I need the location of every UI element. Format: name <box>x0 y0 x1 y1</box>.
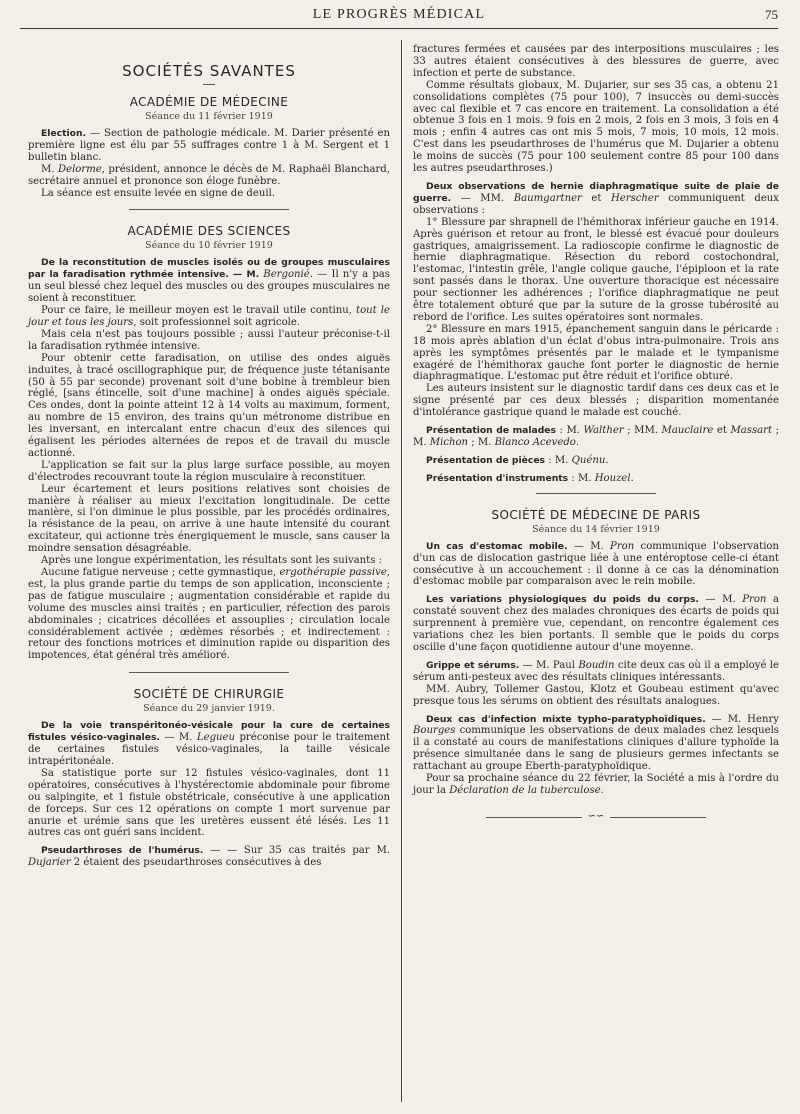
paragraph: Pour sa prochaine séance du 22 février, la Société a mis à l'ordre du jour la Déclaration de la tuberculose. <box>413 773 779 796</box>
paragraph: fractures fermées et causées par des interpositions musculaires ; les 33 autres étaient consécutives à des blessures de guerre, avec infection et perte de substance. <box>413 44 779 79</box>
session-date: Séance du 14 février 1919 <box>532 523 660 535</box>
society-heading: ACADÉMIE DE MÉDECINE <box>129 95 289 109</box>
session-date: Séance du 10 février 1919 <box>145 240 273 252</box>
column-divider <box>401 40 402 1102</box>
end-flourish <box>486 811 706 823</box>
paragraph: Deux observations de hernie diaphragmatique suite de plaie de guerre. — MM. Baumgartner et Herscher communiquent deux observations : <box>413 180 780 216</box>
society-heading: SOCIÉTÉ DE CHIRURGIE <box>133 687 285 702</box>
society-heading: ACADÉMIE DES SCIENCES <box>127 224 291 239</box>
paragraph: Les variations physiologiques du poids du corps. — M. Pron a constaté souvent chez des malades chroniques des écarts de poids qui surprennent à première vue, cependant, on rencontre également ces variations chez les bien portants. Il semble que le poids du corps oscille d'une façon quotidienne autour d'une moyenne. <box>413 594 779 653</box>
paragraph: De la voie transpéritonéo-vésicale pour la cure de certaines fistules vésico-vaginales. — M. Legueu préconise pour le traitement de certaines fistules vésico-vaginales, la taille vésicale intrapéritonéale. <box>28 720 390 767</box>
paragraph: La séance est ensuite levée en signe de deuil. <box>41 187 276 199</box>
paragraph: Les auteurs insistent sur le diagnostic tardif dans ces deux cas et le signe présenté par ces deux blessés ; disparition momentanée d'intolérance gastrique quand le malade est couché. <box>413 383 779 419</box>
paragraph: Pseudarthroses de l'humérus. — — Sur 35 cas traités par M. Dujarier 2 étaient des pseudarthroses consécutives à des <box>28 845 390 869</box>
divider <box>536 493 656 494</box>
paragraph: De la reconstitution de muscles isolés ou de groupes musculaires par la faradisation rythmée intensive. — M. Bergonié. — Il n'y a pas un seul blessé chez lequel des muscles ou des groupes musculaires ne soient à reconstituer. <box>28 257 390 305</box>
flourish-ornament-icon: ∽∽ <box>582 811 610 823</box>
session-date: Séance du 11 février 1919 <box>145 111 273 122</box>
divider <box>203 84 215 85</box>
paragraph: MM. Aubry, Tollemer Gastou, Klotz et Goubeau estiment qu'avec presque tous les sérums on obtient des résultats analogues. <box>413 683 779 707</box>
paragraph: Deux cas d'infection mixte typho-paratyphoïdiques. — M. Henry Bourges communique les observations de deux malades chez lesquels il a constaté au cours de manifestations cliniques d'allure typhoïde la présence simultanée dans le sang de plusieurs germes infectants se rattachant au groupe Eberth-paratyphoïdique. <box>413 713 779 773</box>
paragraph: M. Delorme, président, annonce le décès de M. Raphaël Blanchard, secrétaire annuel et prononce son éloge funèbre. <box>28 163 390 187</box>
paragraph: Pour obtenir cette faradisation, on utilise des ondes aiguës induites, à tracé oscillographique pur, de fréquence juste tétanisante (50 à 55 par seconde) provenant soit d'une bobine à trembleur bien réglé, [sans étincelle, soit d'une machine] à ondes aiguës spéciale. Ces ondes, dont la pointe atteint 12 à 14 volts au maximum, forment, au nombre de 15 environ, des trains qu'un métronome distribue en les inversant, en intercalant entre chacun d'eux des silences qui égalisent les périodes alternées de repos et de travail du muscle actionné. <box>28 352 390 459</box>
paragraph: Un cas d'estomac mobile. — M. Pron communique l'observation d'un cas de dislocation gastrique liée à une entéroptose celle-ci étant consécutive à un accouchement : il donne à ce cas la dénomination d'estomac mobile par comparaison avec le rein mobile. <box>413 540 779 588</box>
paragraph: 2° Blessure en mars 1915, épanchement sanguin dans le péricarde : 18 mois après ablation d'un éclat d'obus intra-pulmonaire. Trois ans après les symptômes présentés par le malade et le tympanisme exagéré de l'hémithorax gauche font porter le diagnostic de hernie diaphragmatique. L'estomac put être réduit et l'orifice obturé. <box>413 323 779 383</box>
divider <box>129 672 289 673</box>
paragraph: Présentation de pièces : M. Quénu. <box>426 454 609 466</box>
paragraph: Aucune fatigue nerveuse ; cette gymnastique, ergothérapie passive, est, la plus grande partie du temps de son application, inconsciente ; pas de fatigue musculaire ; augmentation considérable et rapide du volume des muscles ainsi traités ; en particulier, réfection des parois abdominales ; cicatrices décollées et assouplies ; circulation locale considérablement activée ; œdèmes résorbés ; et indirectement : retour des fonctions motrices et diminution rapide ou disparition des impotences, état général très amélioré. <box>28 567 391 662</box>
divider <box>129 209 289 210</box>
paragraph: Présentation de malades : M. Walther ; MM. Mauclaire et Massart ; M. Michon ; M. Blanco Acevedo. <box>413 425 779 448</box>
left-column <box>28 44 390 1104</box>
paragraph: 1° Blessure par shrapnell de l'hémithorax inférieur gauche en 1914. Après guérison et retour au front, le blessé est évacué pour douleurs gastriques, amaigrissement. La radioscopie confirme le diagnostic de hernie diaphragmatique. Résection du rebord costochondral, l'estomac, l'intestin grêle, l'angle colique gauche, l'épiploon et la rate sont passés dans le thorax. Une ouverture thoracique est nécessaire pour sectionner les adhérences ; l'orifice diaphragmatique ne peut être totalement obturé que par la suture de la grosse tubérosité au rebord de l'orifice. Les suites opératoires sont normales. <box>413 216 779 323</box>
running-head <box>20 6 778 29</box>
paragraph: Pour ce faire, le meilleur moyen est le travail utile continu, tout le jour et tous les jours, soit professionnel soit agricole. <box>28 305 391 328</box>
running-title: LE PROGRÈS MÉDICAL <box>312 7 486 22</box>
society-heading: SOCIÉTÉ DE MÉDECINE DE PARIS <box>491 507 701 522</box>
paragraph: Sa statistique porte sur 12 fistules vésico-vaginales, dont 11 opératoires, consécutives à l'hystérectomie abdominale pour fibrome ou salpingite, et 1 fistule obstétricale, consécutive à une application de forceps. Sur ces 12 opérations on compte 1 mort survenue par anurie et urémie sans que les uretères eussent été lésés. Les 11 autres cas ont guéri sans incident. <box>28 767 390 839</box>
paragraph: Présentation d'instruments : M. Houzel. <box>426 472 634 484</box>
page-number: 75 <box>765 7 778 22</box>
paragraph: Comme résultats globaux, M. Dujarier, sur ses 35 cas, a obtenu 21 consolidations complètes (75 pour 100), 7 insuccès ou demi-succès avec cal flexible et 7 cas encore en traitement. La consolidation a été obtenue 3 fois en 1 mois. 9 fois en 2 mois, 2 fois en 3 mois, 3 fois en 4 mois ; enfin 4 autres cas ont mis 5 mois, 7 mois, 10 mois, 12 mois. C'est dans les pseudarthroses de l'humérus que M. Dujarier a obtenu le moins de succès (75 pour 100 seulement contre 85 pour 100 dans les autres pseudarthroses.) <box>413 79 779 175</box>
section-main-heading: SOCIÉTÉS SAVANTES <box>122 62 296 80</box>
session-date: Séance du 29 janvier 1919. <box>143 703 275 715</box>
paragraph: Grippe et sérums. — M. Paul Boudin cite deux cas où il a employé le sérum anti-pesteux avec des résultats cliniques intéressants. <box>413 659 779 683</box>
paragraph: Election. — Section de pathologie médicale. M. Darier présenté en première ligne est élu par 55 suffrages contre 1 à M. Sergent et 1 bulletin blanc. <box>28 128 390 163</box>
paragraph: Mais cela n'est pas toujours possible ; aussi l'auteur préconise-t-il la faradisation rythmée intensive. <box>28 328 390 352</box>
right-column <box>413 44 779 1104</box>
paragraph: Après une longue expérimentation, les résultats sont les suivants : <box>41 555 383 567</box>
paragraph: Leur écartement et leurs positions relatives sont choisies de manière à réaliser au mieux l'excitation longitudinale. De cette manière, si l'on diminue le plus possible, par les procédés ordinaires, la résistance de la peau, on arrive à une haute intensité du courant excitateur, qui actionne très énergiquement le muscle, sans causer la moindre sensation désagréable. <box>28 483 390 555</box>
paragraph: L'application se fait sur la plus large surface possible, au moyen d'électrodes recouvrant toute la région musculaire à reconstituer. <box>28 459 390 483</box>
